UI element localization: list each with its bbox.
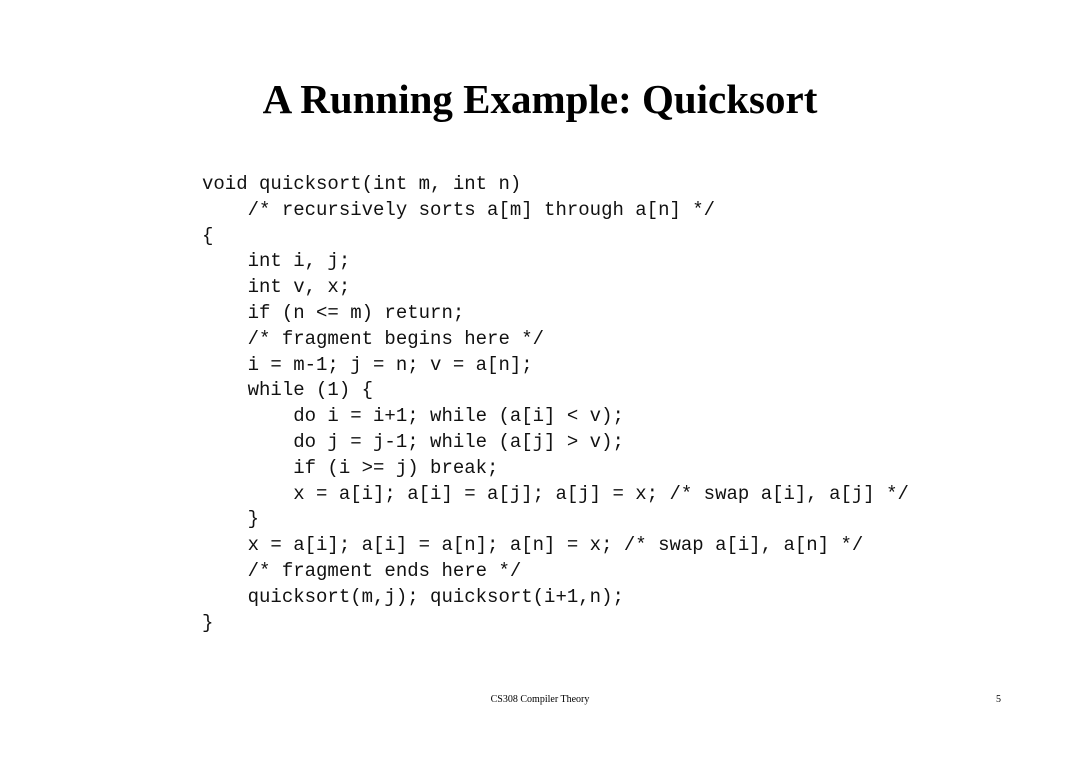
code-line: do i = i+1; while (a[i] < v);: [202, 405, 624, 428]
code-line: void quicksort(int m, int n): [202, 173, 522, 195]
code-line: }: [202, 611, 214, 634]
code-line: if (i >= j) break;: [202, 456, 499, 479]
code-line: if (n <= m) return;: [202, 301, 465, 324]
code-line: int i, j;: [202, 250, 351, 273]
code-line: while (1) {: [202, 379, 374, 402]
code-block: [202, 172, 909, 636]
code-line: x = a[i]; a[i] = a[j]; a[j] = x; /* swap a[i], a[j] */: [202, 482, 909, 505]
slide-title: A Running Example: Quicksort: [262, 76, 818, 122]
code-line: /* recursively sorts a[m] through a[n] */: [202, 198, 716, 221]
footer-course-name: CS308 Compiler Theory: [490, 694, 590, 705]
code-line: int v, x;: [202, 276, 351, 299]
page-number: 5: [996, 694, 1001, 705]
code-line: /* fragment begins here */: [202, 327, 545, 350]
code-line: }: [202, 508, 260, 531]
code-line: i = m-1; j = n; v = a[n];: [202, 353, 533, 376]
code-line: /* fragment ends here */: [202, 559, 522, 582]
code-line: {: [202, 224, 214, 247]
code-line: do j = j-1; while (a[j] > v);: [202, 430, 624, 453]
code-line: quicksort(m,j); quicksort(i+1,n);: [202, 585, 624, 608]
code-line: x = a[i]; a[i] = a[n]; a[n] = x; /* swap a[i], a[n] */: [202, 534, 864, 557]
